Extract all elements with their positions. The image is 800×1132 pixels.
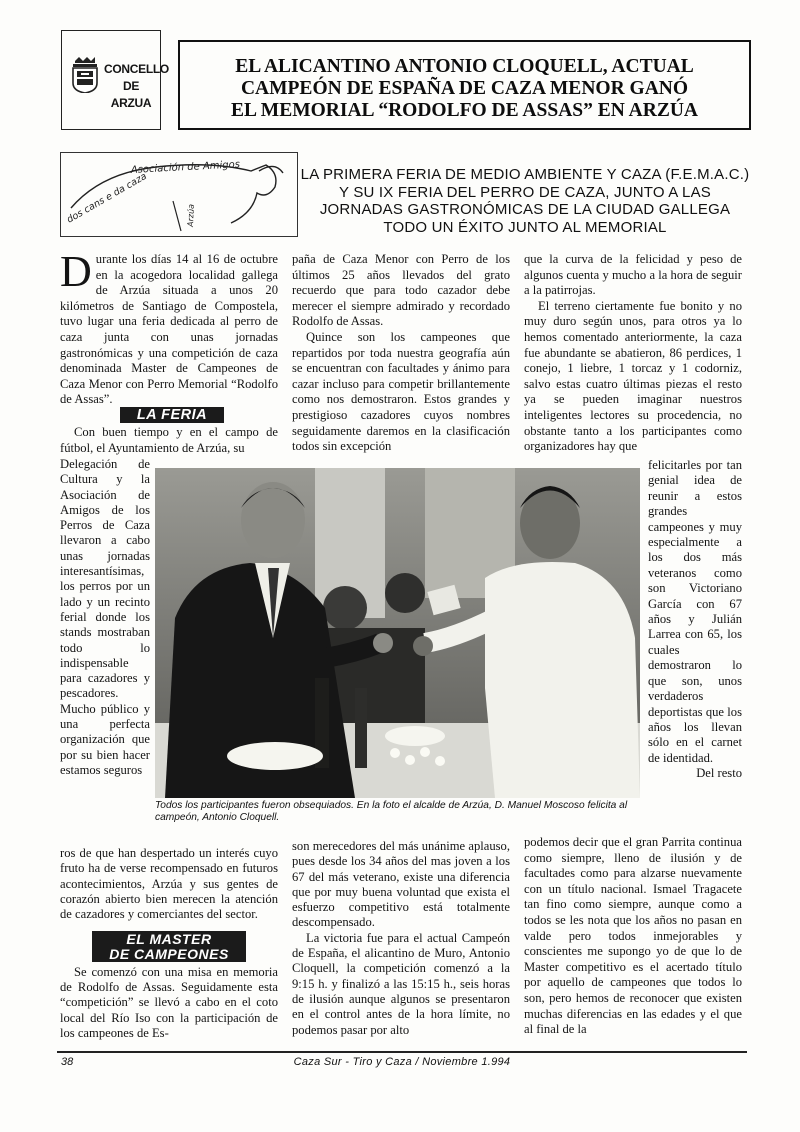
col2-paragraph-1: paña de Caza Menor con Perro de los últimos 25 años llevados del grato recuerdo que para todo cazador debe merecer el siempre admirado y recordado Rodolfo de Assas. (292, 252, 510, 329)
photo-caption: Todos los participantes fueron obsequiados. En la foto el alcalde de Arzúa, D. Manuel Moscoso felicita al campeón, Antonio Cloquell. (155, 800, 628, 823)
col2-paragraph-3: son merecedores del más unánime aplauso, pues desde los 34 años del mas joven a los 67 del más veterano, existe una diferencia que por muy buena voluntad que exista el esfuerzo competitivo está totalmente descompensado. (292, 839, 510, 930)
logo-line-1: CONCELLO (104, 62, 169, 76)
column-1-feria-top (60, 425, 278, 456)
section-heading-feria: LA FERIA (120, 407, 224, 423)
association-tagline: dos cans e da caza (65, 170, 149, 226)
subheadline-line-3: JORNADAS GASTRONÓMICAS DE LA CIUDAD GALLEGA (319, 201, 731, 218)
headline-box (178, 40, 751, 130)
col3-narrow-end: Del resto (696, 766, 742, 781)
concello-logo (61, 30, 169, 130)
feria-paragraph-bottom: ros de que han despertado un interés cuyo fruto ha de verse recompensado en futuros acontecimientos, Arzúa y sus gentes de corazón abierto bien merecen la atención de cazadores y comerciantes del sector. (60, 846, 278, 922)
dog-outline-icon (61, 153, 297, 236)
association-name: Asociación de Amigos (130, 159, 241, 176)
col2-paragraph-4: La victoria fue para el actual Campeón de España, el alicantino de Muro, Antonio Cloquell, la competición comenzó a la 9:15 h. y finalizó a las 15:15 h., seis horas de ilusión aunque algunos se presentaron en el control antes de la hora límite, no podemos pasar por alto (292, 930, 510, 1037)
feria-paragraph-top: Con buen tiempo y en el campo de fútbol, el Ayuntamiento de Arzúa, su (60, 425, 278, 455)
column-2-bottom (292, 839, 510, 1038)
headline-line-3: EL MEMORIAL “RODOLFO DE ASSAS” EN ARZÚA (230, 100, 698, 121)
subheadline-line-1: LA PRIMERA FERIA DE MEDIO AMBIENTE Y CAZA (F.E.M.A.C.) (300, 166, 750, 183)
column-1-feria-narrow (60, 457, 150, 778)
master-paragraph: Se comenzó con una misa en memoria de Rodolfo de Assas. Seguidamente esta “competición” se llevó a cabo en el coto local del Río Iso con la participación de los campeones de Es- (60, 965, 278, 1040)
col3-paragraph-bottom: podemos decir que el gran Parrita continua como siempre, lleno de ilusión y de facultades como para alzarse nuevamente con un título nacional. Ismael Tragacete tan fino como siempre, aunque como a todos se les nota que los años no pasan en valde pero todos inmejorables y conscientes me supongo yo de que lo de Master competitivo es el acertado título por aquello de campeones que todos lo son, pero hemos de reconocer que existen muchas diferencias en las edades y el que al final de la (524, 835, 742, 1037)
dropcap: D (60, 247, 92, 296)
subheadline-line-2: Y SU IX FERIA DEL PERRO DE CAZA, JUNTO A LAS (339, 183, 711, 201)
logo-line-2: DE (122, 79, 140, 93)
publication-info: Caza Sur - Tiro y Caza / Noviembre 1.994 (293, 1056, 511, 1068)
column-3-top (524, 252, 742, 455)
coat-of-arms-icon (70, 57, 100, 93)
section-heading-master (92, 931, 246, 962)
photo-illustration (155, 468, 640, 798)
headline-line-2: CAMPEÓN DE ESPAÑA DE CAZA MENOR GANÓ (240, 78, 689, 99)
intro-paragraph: urante los días 14 al 16 de octubre en la acogedora localidad gallega de Arzúa situada a unos 20 kilómetros de Santiago de Compostela, tuvo lugar una feria dedicada al perro de caza junta con unas jornadas gastronómicas y una competición de caza denominada Master de Campeones de Caza Menor con Perro Memorial “Rodolfo de Assas”. (60, 252, 278, 407)
section-heading-master-line-1: EL MASTER (126, 931, 212, 947)
column-2-top (292, 252, 510, 455)
col2-paragraph-2: Quince son los campeones que repartidos por toda nuestra geografía aún se encuentran con facultades y ánimo para cazar incluso para competir brillantemente como nos demostraron. Estos grandes y prestigioso cazadores cuyos nombres seguidamente daremos en la clasificación todos sin excepción (292, 329, 510, 454)
column-1-master (60, 965, 278, 1041)
subheadline (300, 166, 750, 236)
feria-paragraph-narrow: Delegación de Cultura y la Asociación de Amigos de los Perros de Caza llevaron a cabo unas jornadas interesantísimas, los perros por un lado y un recinto ferial donde los stands mostraban todo lo indispensable para cazadores y pescadores. Mucho público y una perfecta organización que por su bien hacer estamos seguros (60, 457, 150, 777)
award-photo (155, 468, 640, 798)
subheadline-line-4: TODO UN ÉXITO JUNTO AL MEMORIAL (383, 218, 667, 236)
col3-narrow-paragraph: felicitarles por tan genial idea de reunir a estos grandes campeones y muy especialmente a los dos más veteranos como son Victoriano García con 67 años y Julián Larrea con 65, los cuales demostraron lo que son, unos verdaderos deportistas que los años los llevan sólo en el carnet de identidad. (648, 458, 742, 765)
column-1-feria-bottom (60, 846, 278, 922)
column-1-intro (60, 247, 278, 408)
col3-paragraph-1: que la curva de la felicidad y peso de algunos cuenta y mucho a la hora de seguir a la patirrojas. (524, 252, 742, 298)
col3-paragraph-2: El terreno ciertamente fue bonito y no muy duro según unos, para otros ya lo hemos comentado anteriormente, la caza fue abundante se abatieron, 86 perdices, 1 conejo, 1 liebre, 1 torcaz y 1 codorniz, salvo estas cuatro últimas piezas el resto ya se pueden imaginar nuestros inteligentes lectores su procedencia, no obstante tanto a los participantes como organizadores hay que (524, 298, 742, 454)
association-town: Arzúa (186, 203, 196, 228)
logo-line-3: ARZUA (110, 96, 152, 110)
footer-rule (57, 1051, 747, 1053)
section-heading-master-line-2: DE CAMPEONES (109, 945, 229, 962)
column-3-narrow (648, 458, 742, 782)
page-number: 38 (61, 1056, 74, 1068)
association-logo (60, 152, 298, 237)
headline-line-1: EL ALICANTINO ANTONIO CLOQUELL, ACTUAL (235, 56, 694, 77)
column-3-bottom (524, 835, 742, 1038)
